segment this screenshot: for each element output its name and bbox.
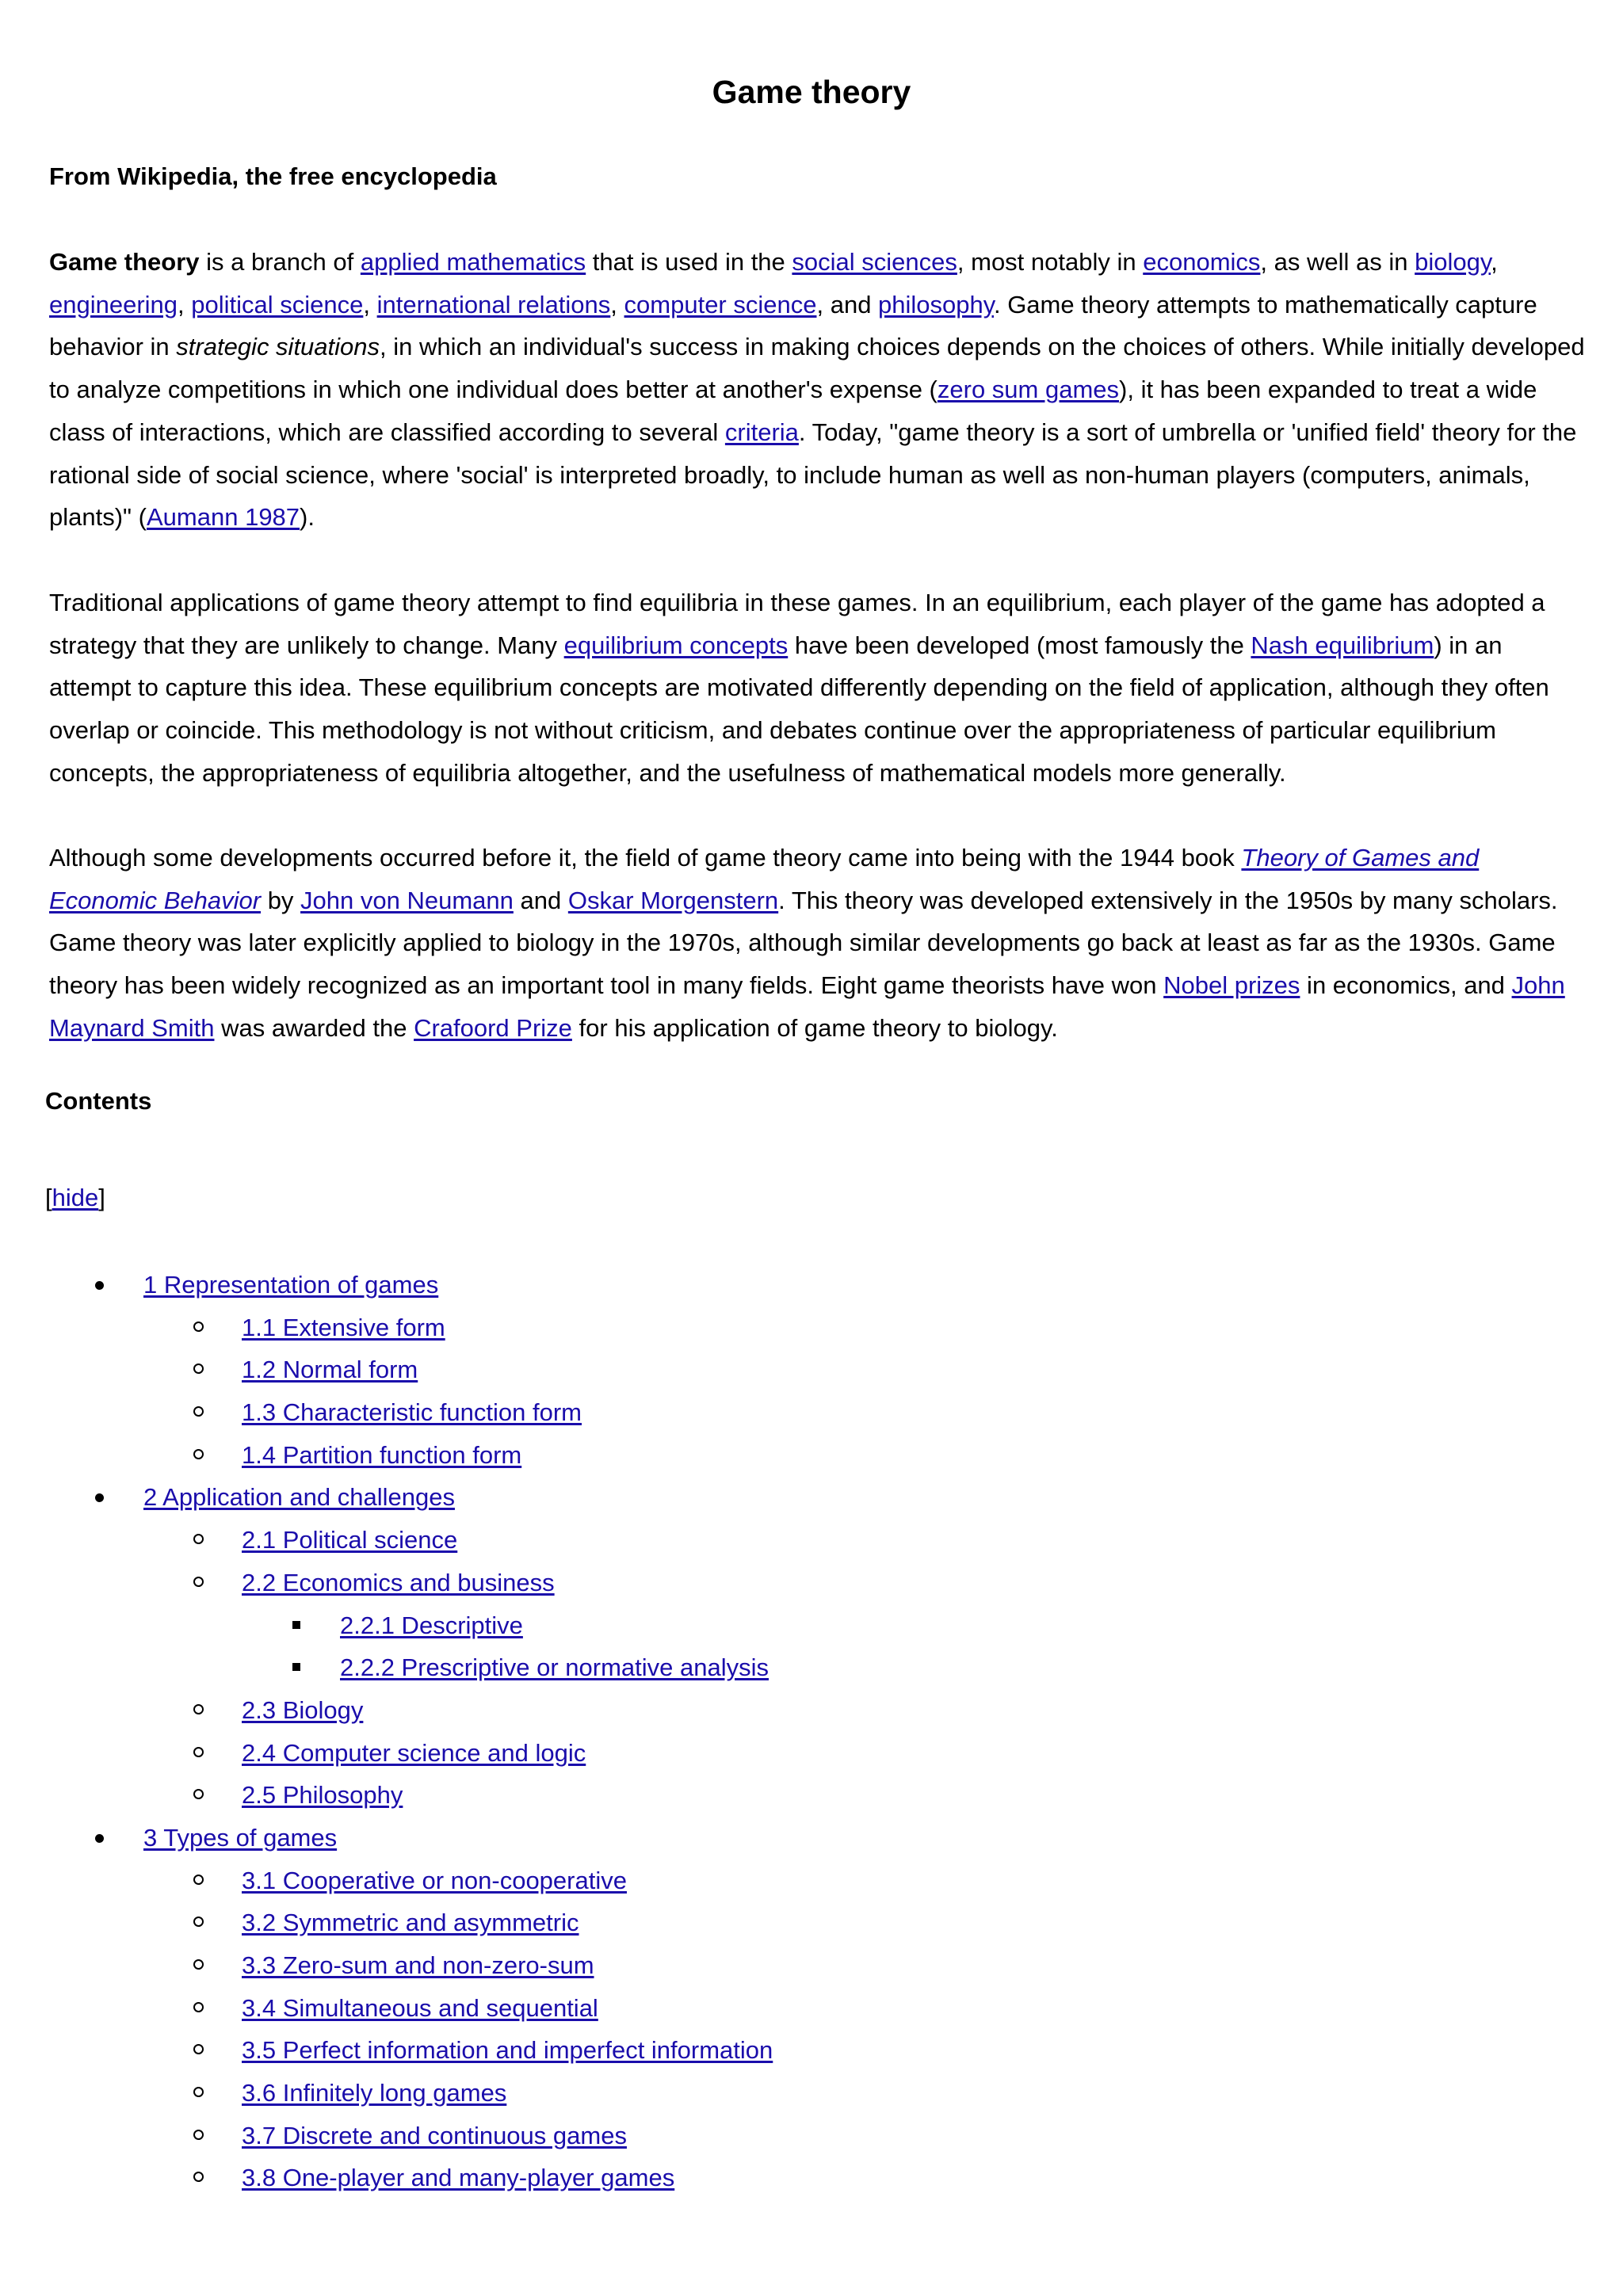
toc-link[interactable]: 1 Representation of games [143, 1271, 439, 1299]
bold-term: Game theory [49, 248, 200, 276]
toc-link[interactable]: 1.2 Normal form [242, 1356, 418, 1384]
hide-contents-link[interactable]: hide [52, 1184, 99, 1211]
toc-link[interactable]: 2.5 Philosophy [242, 1781, 403, 1810]
toc-link[interactable]: 2.4 Computer science and logic [242, 1738, 586, 1767]
paragraph-text: , in which an individual's success in making choices depends on the choices of others. While initially developed to analyze competitions in which one individual does better at another's expense ( [49, 333, 1585, 404]
paragraph-text: . Today, "game theory is a sort of umbrella or 'unified field' theory for the rational side of social science, where 'social' is interpreted broadly, to include human as well as non-human players (computers, animals, plants)" ( [49, 418, 1577, 532]
paragraph-text: in economics, and [1300, 971, 1512, 1000]
toc-item [0, 1264, 951, 1306]
contents-toggle [45, 1182, 105, 1214]
toc-link[interactable]: 3.1 Cooperative or non-cooperative [242, 1866, 627, 1894]
bullet-circle-icon [193, 2172, 204, 2182]
bullet-circle-icon [193, 2002, 204, 2012]
toc-item [0, 1476, 951, 1519]
paragraph-text: , [610, 290, 624, 318]
toc-link[interactable]: 2.2.2 Prescriptive or normative analysis [340, 1653, 769, 1682]
paragraph-text: for his application of game theory to biology. [571, 1013, 1058, 1042]
bullet-circle-icon [193, 1534, 204, 1544]
toc-link[interactable]: 2 Application and challenges [143, 1483, 455, 1512]
paragraph-text: and [513, 886, 568, 914]
bullet-circle-icon [193, 1577, 204, 1587]
toc-link[interactable]: 1.4 Partition function form [242, 1440, 522, 1469]
toc-link[interactable]: 2.2 Economics and business [242, 1568, 555, 1596]
toc-link[interactable]: 3.6 Infinitely long games [242, 2079, 507, 2107]
toc-item [0, 1562, 951, 1604]
article-link[interactable]: criteria [724, 418, 799, 446]
bullet-circle-icon [193, 2087, 204, 2097]
paragraph-text: that is used in the [586, 248, 792, 276]
bullet-circle-icon [193, 1747, 204, 1757]
article-link[interactable]: John Maynard Smith [49, 971, 1565, 1042]
toc-link[interactable]: 3.5 Perfect information and imperfect information [242, 2036, 773, 2065]
page-title: Game theory [712, 74, 911, 110]
toc-item [0, 2157, 951, 2199]
book-title-link[interactable]: Theory of Games and Economic Behavior [49, 844, 1480, 914]
paragraph-text: by [261, 886, 301, 914]
bullet-circle-icon [193, 1406, 204, 1417]
article-link[interactable]: international relations [376, 290, 611, 318]
paragraph-text: Although some developments occurred before it, the field of game theory came into being with the 1944 book [49, 844, 1242, 871]
article-link[interactable]: philosophy [878, 290, 994, 318]
bullet-square-icon [292, 1663, 300, 1671]
toc-item [0, 2029, 951, 2072]
article-link[interactable]: biology [1415, 248, 1491, 276]
toc-item [0, 1348, 951, 1391]
bullet-circle-icon [193, 1917, 204, 1927]
bullet-circle-icon [193, 1789, 204, 1799]
toc-link[interactable]: 3 Types of games [143, 1823, 338, 1852]
paragraph-text: have been developed (most famously the [788, 631, 1251, 659]
toc-item [0, 2115, 951, 2157]
bullet-circle-icon [193, 1704, 204, 1714]
paragraph-text: was awarded the [214, 1013, 414, 1042]
toggle-bracket-close: ] [98, 1184, 105, 1211]
article-link[interactable]: Nash equilibrium [1251, 631, 1434, 659]
paragraph-text: , [363, 290, 377, 318]
bullet-circle-icon [193, 1959, 204, 1970]
paragraph-text: is a branch of [199, 248, 361, 276]
toc-item [0, 1646, 951, 1689]
article-link[interactable]: political science [191, 290, 364, 318]
article-link[interactable]: zero sum games [937, 376, 1120, 404]
bullet-disc-icon [95, 1834, 104, 1843]
paragraph-text: , most notably in [957, 248, 1144, 276]
article-link[interactable]: Aumann 1987 [147, 503, 300, 532]
toc-link[interactable]: 3.7 Discrete and continuous games [242, 2121, 627, 2149]
table-of-contents [0, 1264, 951, 2199]
toc-item [0, 1306, 951, 1349]
bullet-circle-icon [193, 2044, 204, 2054]
equilibria-paragraph [49, 582, 1587, 795]
paragraph-text: . Game theory attempts to mathematically capture behavior in [49, 290, 1537, 361]
toc-link[interactable]: 1.3 Characteristic function form [242, 1398, 582, 1427]
paragraph-text: ). [300, 503, 315, 532]
bullet-square-icon [292, 1621, 300, 1629]
article-link[interactable]: economics [1143, 248, 1261, 276]
toc-item [0, 1519, 951, 1562]
paragraph-text: ), it has been expanded to treat a wide class of interactions, which are classified according to several [49, 376, 1537, 446]
bullet-disc-icon [95, 1493, 104, 1502]
toc-link[interactable]: 2.1 Political science [242, 1526, 458, 1554]
bullet-disc-icon [95, 1281, 104, 1290]
history-paragraph [49, 837, 1587, 1050]
toc-item [0, 2072, 951, 2115]
toc-link[interactable]: 2.2.1 Descriptive [340, 1611, 523, 1639]
toc-item [0, 1859, 951, 1902]
article-link[interactable]: engineering [49, 290, 178, 318]
article-link[interactable]: Oskar Morgenstern [567, 886, 779, 914]
italic-text: strategic situations [176, 333, 380, 361]
toc-link[interactable]: 3.2 Symmetric and asymmetric [242, 1909, 579, 1937]
paragraph-text: , as well as in [1260, 248, 1415, 276]
paragraph-text: . This theory was developed extensively in the 1950s by many scholars. Game theory was later explicitly applied to biology in the 1970s, although similar developments go back at least as far as the 1930s. Game theory has been widely recognized as an important tool in many fields. Eight game theorists have won [49, 886, 1558, 1000]
paragraph-text: , [178, 290, 192, 318]
article-link[interactable]: computer science [624, 290, 817, 318]
toc-item [0, 1817, 951, 1859]
bullet-circle-icon [193, 1449, 204, 1459]
toc-item [0, 1689, 951, 1732]
site-tagline: From Wikipedia, the free encyclopedia [49, 162, 497, 190]
toc-item [0, 1987, 951, 2030]
toc-item [0, 1391, 951, 1434]
toc-link[interactable]: 3.4 Simultaneous and sequential [242, 1993, 598, 2022]
toc-item [0, 1944, 951, 1987]
toggle-bracket-open: [ [45, 1184, 52, 1211]
toc-item [0, 1434, 951, 1477]
article-link[interactable]: John von Neumann [300, 886, 514, 914]
toc-item [0, 1901, 951, 1944]
toc-item [0, 1732, 951, 1775]
bullet-circle-icon [193, 1322, 204, 1332]
toc-item [0, 1604, 951, 1647]
toc-item [0, 1774, 951, 1817]
article-link[interactable]: applied mathematics [360, 248, 586, 276]
article-link[interactable]: Crafoord Prize [414, 1013, 572, 1042]
toc-link[interactable]: 3.3 Zero-sum and non-zero-sum [242, 1951, 594, 1979]
bullet-circle-icon [193, 1875, 204, 1885]
paragraph-text: , [1491, 248, 1498, 276]
toc-link[interactable]: 2.3 Biology [242, 1695, 364, 1724]
contents-heading: Contents [45, 1087, 152, 1115]
paragraph-text: Traditional applications of game theory attempt to find equilibria in these games. In an equilibrium, each player of the game has adopted a strategy that they are unlikely to change. Many [49, 589, 1545, 659]
toc-link[interactable]: 3.8 One-player and many-player games [242, 2164, 675, 2192]
toc-link[interactable]: 1.1 Extensive form [242, 1313, 445, 1341]
article-link[interactable]: equilibrium concepts [563, 631, 789, 659]
intro-paragraph [49, 241, 1587, 539]
bullet-circle-icon [193, 2130, 204, 2140]
paragraph-text: ) in an attempt to capture this idea. These equilibrium concepts are motivated differently depending on the field of application, although they often overlap or coincide. This methodology is not without criticism, and debates continue over the appropriateness of particular equilibrium concepts, the appropriateness of equilibria altogether, and the usefulness of mathematical models more generally. [49, 631, 1549, 787]
article-link[interactable]: Nobel prizes [1163, 971, 1300, 1000]
article-link[interactable]: social sciences [792, 248, 957, 276]
bullet-circle-icon [193, 1363, 204, 1374]
paragraph-text: , and [816, 290, 879, 318]
